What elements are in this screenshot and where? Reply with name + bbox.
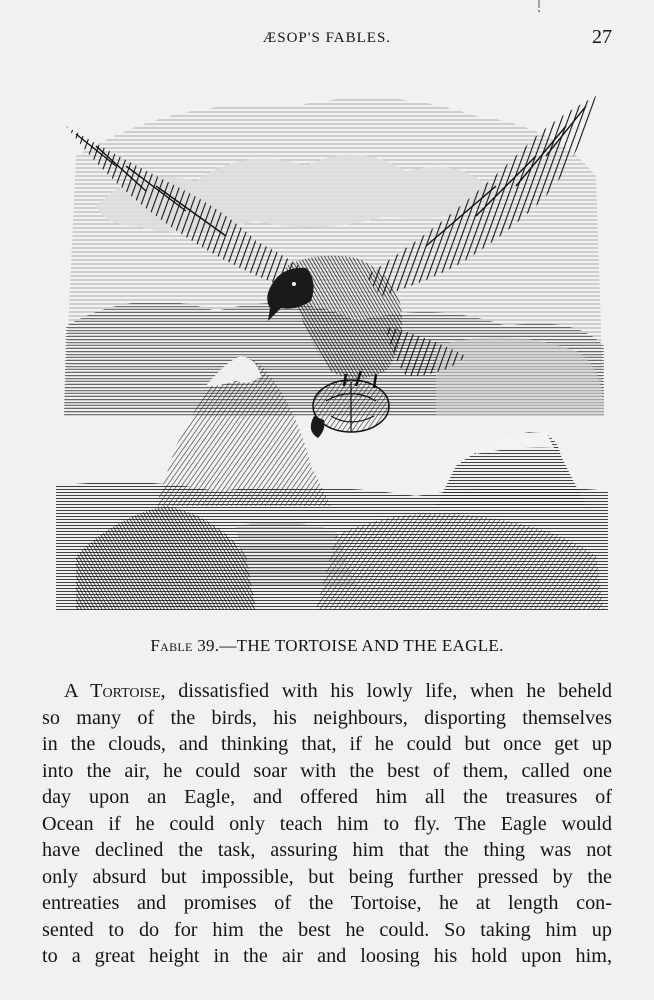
text-line: sented to do for him the best he could. So taking him up: [42, 918, 612, 941]
fable-title: THE TORTOISE AND THE EAGLE.: [236, 636, 504, 655]
page-number: 27: [592, 26, 612, 48]
text-line: only absurd but impossible, but being further pressed by the: [42, 865, 612, 888]
text-line: in the clouds, and thinking that, if he could but once get up: [42, 733, 612, 755]
lead-article: A: [64, 680, 91, 702]
text-line: Ocean if he could only teach him to fly. The Eagle would: [42, 812, 612, 835]
caption-dash: —: [219, 636, 237, 655]
text-line: day upon an Eagle, and offered him all the treasures of: [42, 786, 612, 808]
eagle-tortoise-engraving: [56, 86, 608, 610]
lead-word: Tortoise,: [90, 680, 166, 702]
text-line: into the air, he could soar with the best of them, called one: [42, 759, 612, 782]
line-text: dissatisfied with his lowly life, when he beheld: [165, 680, 612, 702]
text-line: so many of the birds, his neighbours, disporting themselves: [42, 706, 612, 729]
fable-caption: [0, 636, 654, 656]
running-title: ÆSOP'S FABLES.: [262, 30, 392, 46]
running-head: [0, 26, 654, 50]
fable-number: Fable 39.: [150, 636, 220, 655]
text-line: to a great height in the air and loosing his hold upon him,: [42, 945, 612, 967]
text-line: [42, 678, 612, 705]
stray-ink-mark: [536, 0, 542, 14]
fable-illustration: [56, 86, 608, 610]
text-line: have declined the task, assuring him that the thing was not: [42, 839, 612, 861]
fable-body: [42, 678, 612, 970]
text-line: entreaties and promises of the Tortoise, he at length con-: [42, 892, 612, 914]
